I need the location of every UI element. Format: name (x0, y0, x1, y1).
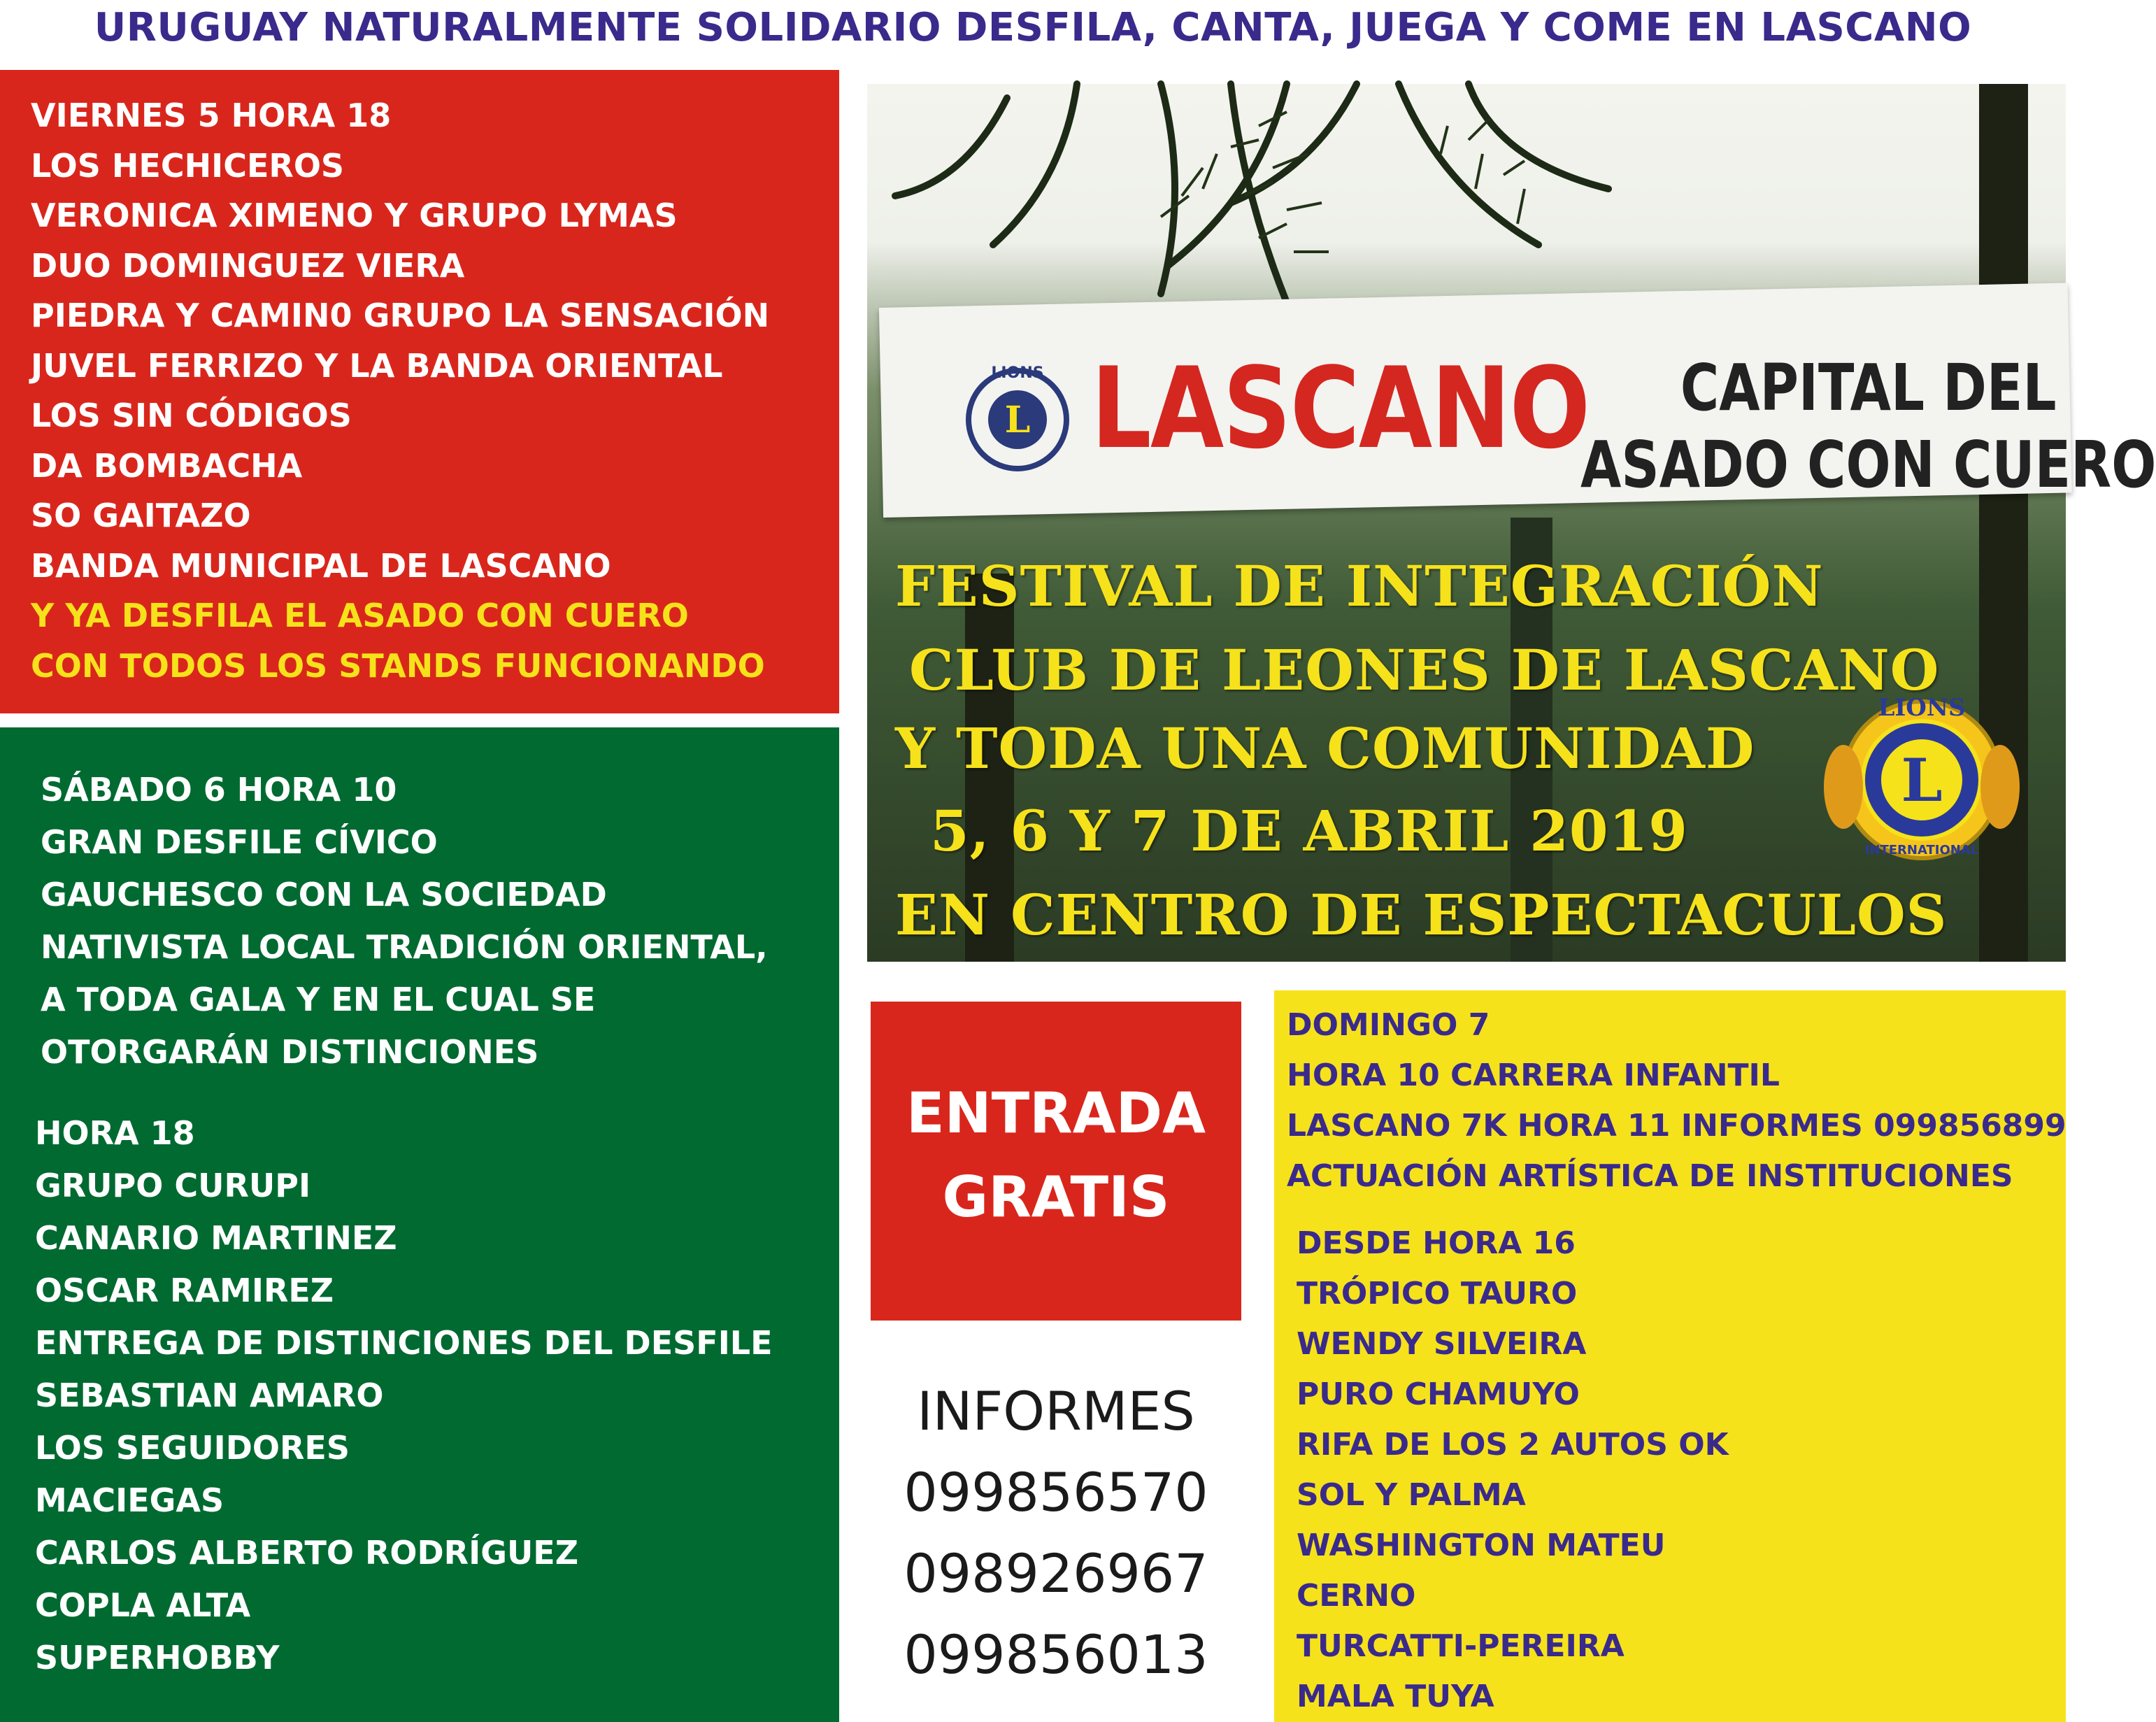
sunday-afternoon-list (1297, 1218, 1729, 1722)
list-item: DESDE HORA 16 (1297, 1225, 1576, 1261)
sunday-morning-list (1287, 1000, 2066, 1202)
festival-line: Y TODA UNA COMUNIDAD (895, 716, 1755, 781)
entrada-line: ENTRADA (906, 1081, 1206, 1146)
list-item: MACIEGAS (35, 1481, 224, 1519)
informes-label: INFORMES (917, 1380, 1195, 1442)
list-item: ACTUACIÓN ARTÍSTICA DE INSTITUCIONES (1287, 1158, 2013, 1194)
list-item: OSCAR RAMIREZ (35, 1272, 334, 1309)
list-item: A TODA GALA Y EN EL CUAL SE (41, 981, 596, 1018)
list-item: PIEDRA Y CAMIN0 GRUPO LA SENSACIÓN (31, 297, 770, 334)
list-item: SUPERHOBBY (35, 1639, 280, 1677)
list-item: VIERNES 5 HORA 18 (31, 97, 392, 134)
list-item: DOMINGO 7 (1287, 1007, 1490, 1043)
list-item: HORA 10 CARRERA INFANTIL (1287, 1058, 1780, 1093)
banner-lascano-text: LASCANO (1091, 343, 1590, 474)
list-item: SOL Y PALMA (1297, 1477, 1526, 1513)
list-item: LOS SEGUIDORES (35, 1429, 350, 1467)
festival-line: FESTIVAL DE INTEGRACIÓN (895, 553, 1824, 619)
list-item: CARLOS ALBERTO RODRÍGUEZ (35, 1534, 579, 1572)
list-item: TRÓPICO TAURO (1297, 1276, 1578, 1311)
list-item: MALA TUYA (1297, 1679, 1494, 1714)
contact-info (871, 1371, 1241, 1695)
list-item: JUVEL FERRIZO Y LA BANDA ORIENTAL (31, 346, 723, 385)
list-item: PURO CHAMUYO (1297, 1376, 1580, 1412)
list-item: LOS SIN CÓDIGOS (31, 397, 352, 434)
list-item: SO GAITAZO (31, 497, 251, 534)
list-item: COPLA ALTA (35, 1586, 251, 1624)
list-item: WASHINGTON MATEU (1297, 1528, 1666, 1563)
list-item: DA BOMBACHA (31, 446, 303, 485)
list-item: GAUCHESCO CON LA SOCIEDAD (41, 876, 607, 913)
list-item: LOS HECHICEROS (31, 146, 345, 185)
svg-text:LIONS: LIONS (1878, 694, 1966, 722)
banner-lions-logo-icon (958, 350, 1077, 490)
list-item: TURCATTI-PEREIRA (1297, 1628, 1625, 1664)
list-item: DUO DOMINGUEZ VIERA (31, 246, 465, 285)
list-item: NATIVISTA LOCAL TRADICIÓN ORIENTAL, (41, 928, 768, 966)
friday-list (31, 91, 769, 691)
saturday-evening-list (35, 1107, 773, 1684)
festival-line: EN CENTRO DE ESPECTACULOS (895, 882, 1948, 948)
festival-line: 5, 6 Y 7 DE ABRIL 2019 (930, 798, 1688, 864)
banner-capital-text (1580, 350, 2156, 504)
banner-capital-line: CAPITAL DEL (1680, 350, 2057, 425)
free-entry-box (871, 1002, 1241, 1321)
list-item: GRAN DESFILE CÍVICO (41, 823, 438, 861)
svg-text:L: L (1004, 399, 1031, 441)
list-item: RIFA DE LOS 2 AUTOS OK (1297, 1427, 1729, 1463)
banner-asado-line: ASADO CON CUERO (1580, 427, 2156, 502)
friday-panel (0, 70, 839, 713)
free-entry-text (871, 1072, 1241, 1239)
list-item: WENDY SILVEIRA (1297, 1326, 1587, 1362)
phone-number: 099856570 (904, 1461, 1208, 1523)
list-item: CERNO (1297, 1578, 1416, 1614)
sunday-panel (1274, 990, 2066, 1722)
list-item: LASCANO 7K HORA 11 INFORMES 099856899 (1287, 1108, 2066, 1144)
list-item: CANARIO MARTINEZ (35, 1219, 397, 1257)
highlight-item: CON TODOS LOS STANDS FUNCIONANDO (31, 646, 765, 685)
festival-line: CLUB DE LEONES DE LASCANO (909, 637, 1940, 703)
list-item: BANDA MUNICIPAL DE LASCANO (31, 546, 611, 585)
highlight-item: Y YA DESFILA EL ASADO CON CUERO (31, 597, 689, 634)
list-item: SEBASTIAN AMARO (35, 1376, 384, 1414)
phone-number: 099856013 (904, 1623, 1208, 1686)
saturday-panel (0, 727, 839, 1722)
gratis-line: GRATIS (942, 1165, 1170, 1230)
list-item: SÁBADO 6 HORA 10 (41, 771, 397, 809)
svg-text:LIONS: LIONS (991, 364, 1044, 382)
list-item: HORA 18 (35, 1114, 195, 1152)
svg-text:L: L (1901, 746, 1943, 815)
list-item: OTORGARÁN DISTINCIONES (41, 1033, 539, 1071)
page-title: URUGUAY NATURALMENTE SOLIDARIO DESFILA, CANTA, JUEGA Y COME EN LASCANO (94, 5, 1972, 50)
list-item: VERONICA XIMENO Y GRUPO LYMAS (31, 197, 678, 234)
phone-number: 098926967 (904, 1542, 1208, 1604)
lions-international-logo-icon (1824, 682, 2020, 878)
list-item: ENTREGA DE DISTINCIONES DEL DESFILE (35, 1324, 773, 1362)
svg-text:INTERNATIONAL: INTERNATIONAL (1864, 843, 1979, 858)
saturday-morning-list (41, 764, 768, 1079)
list-item: GRUPO CURUPI (35, 1167, 311, 1204)
